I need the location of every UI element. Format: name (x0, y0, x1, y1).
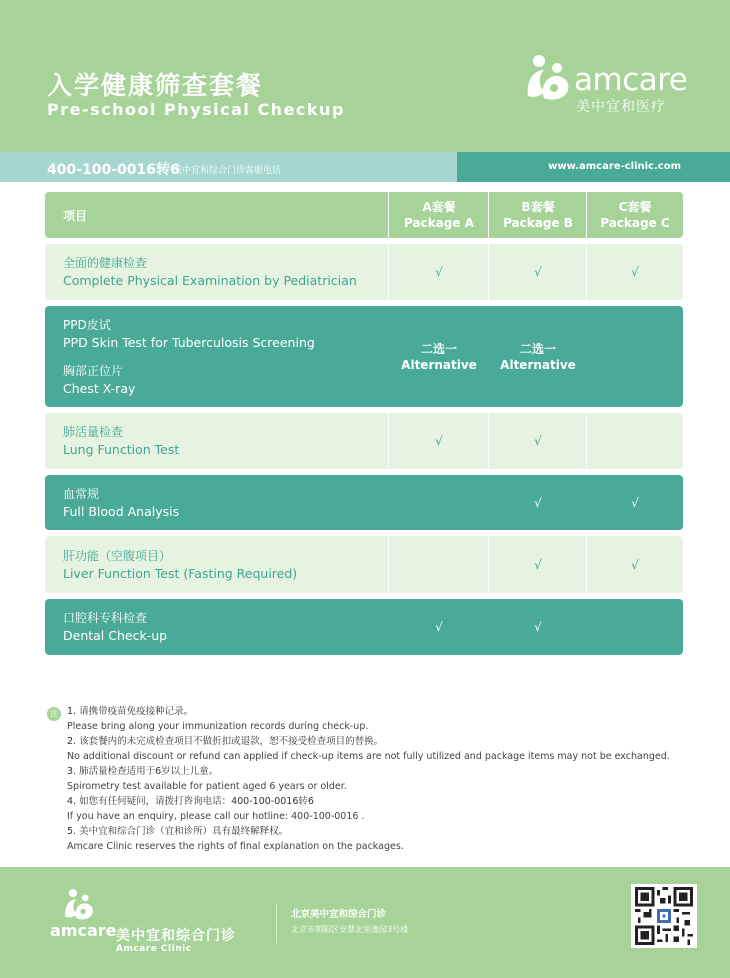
page-title-cn: 入学健康筛查套餐 (47, 71, 264, 100)
item-en: Liver Function Test (Fasting Required) (63, 565, 298, 581)
check-mark-c: √ (631, 495, 639, 510)
item-en: PPD Skin Test for Tuberculosis Screening (63, 334, 315, 350)
note-cn: 5. 美中宜和综合门诊（宜和诊所）具有最终解释权。 (67, 826, 289, 837)
page-title-en: Pre-school Physical Checkup (47, 100, 345, 119)
item-en: Dental Check-up (63, 628, 168, 643)
package-a-en: Package A (404, 216, 474, 230)
check-mark-a: √ (435, 434, 443, 448)
header-item-cell (45, 192, 389, 238)
note-cn: 3. 肺活量检查适用于6岁以上儿童。 (67, 766, 219, 777)
check-mark-b: √ (534, 495, 542, 510)
alternative-cn: 二选一 (519, 341, 556, 356)
note-en: Amcare Clinic reserves the rights of final explanation on the packages. (67, 841, 404, 852)
header-package-b (489, 192, 587, 238)
note-en: If you have an enquiry, please call our hotline: 400-100-0016 . (67, 811, 365, 822)
address-title: 北京美中宜和综合门诊 (291, 909, 387, 920)
package-c-cn: C套餐 (618, 200, 652, 214)
package-a-cn: A套餐 (422, 200, 456, 214)
website-bar (457, 152, 730, 182)
alternative-en: Alternative (401, 357, 477, 372)
footer-clinic-en: Amcare Clinic (116, 944, 192, 954)
hotline-bar (0, 152, 457, 182)
item-cell (45, 413, 389, 469)
qr-code[interactable] (631, 884, 697, 948)
address-text: 北京市朝阳区安慧北里逸园3号楼 (291, 925, 409, 934)
table-header-row (45, 192, 683, 238)
note-badge-icon: 注 (47, 707, 61, 721)
item-cell (45, 599, 389, 655)
check-mark-b: √ (534, 620, 542, 634)
table-row (45, 306, 683, 407)
logo-wordmark: amcare (574, 62, 688, 98)
family-icon (62, 887, 96, 921)
table-row (45, 536, 683, 593)
alternative-en: Alternative (500, 357, 576, 372)
footer-divider (276, 903, 277, 943)
hotline-note: 美中宜和综合门诊客服电话 (173, 166, 282, 176)
alternative-b (489, 306, 587, 407)
check-mark-c: √ (631, 265, 639, 279)
table-row (45, 599, 683, 655)
item-en: Complete Physical Examination by Pediatrician (63, 273, 357, 288)
item-cell (45, 244, 389, 300)
footer (0, 867, 730, 978)
item-cn: 口腔科专科检查 (63, 611, 148, 625)
item-en: Chest X-ray (63, 380, 136, 396)
note-en: Please bring along your immunization records during check-up. (67, 721, 369, 732)
item-cn: 血常规 (63, 486, 100, 501)
item-cell (45, 536, 389, 593)
alternative-cn: 二选一 (420, 341, 457, 356)
note-cn: 1. 请携带疫苗免疫接种记录。 (67, 706, 194, 717)
notes-list (67, 704, 687, 854)
header-item-label: 项目 (63, 208, 88, 223)
item-cn: PPD皮试 (63, 317, 111, 332)
header-banner (0, 0, 730, 152)
item-en: Lung Function Test (63, 442, 180, 457)
item-cn: 全面的健康检查 (63, 256, 148, 270)
logo-cn-text: 美中宜和医疗 (576, 99, 666, 115)
item-cn: 肝功能（空腹项目） (63, 548, 172, 563)
package-c-en: Package C (600, 216, 670, 230)
note-en: Spirometry test available for patient aged 6 years or older. (67, 781, 347, 792)
item-en: Full Blood Analysis (63, 503, 180, 519)
family-icon (524, 52, 572, 102)
check-mark-b: √ (534, 265, 542, 279)
header-package-a (389, 192, 489, 238)
table-row (45, 244, 683, 300)
check-mark-c: √ (631, 557, 639, 572)
note-en: No additional discount or refund can applied if check-up items are not fully utilized and package items may not be exchanged. (67, 751, 670, 762)
footer-clinic-cn: 美中宜和综合门诊 (116, 928, 236, 944)
header-package-c (587, 192, 683, 238)
item-cn: 肺活量检查 (63, 425, 124, 439)
item-cn: 胸部正位片 (63, 363, 124, 378)
package-b-cn: B套餐 (521, 200, 555, 214)
check-mark-a: √ (435, 620, 443, 634)
check-mark-b: √ (534, 434, 542, 448)
website-url: www.amcare-clinic.com (548, 161, 681, 172)
table-row (45, 413, 683, 469)
note-cn: 2. 该套餐内的未完成检查项目不做折扣或退款，恕不接受检查项目的替换。 (67, 736, 384, 747)
item-cell (45, 475, 389, 530)
hotline-number: 400-100-0016转6 (47, 162, 180, 178)
table-row (45, 475, 683, 530)
item-cell (45, 306, 389, 407)
amcare-logo (524, 52, 689, 116)
footer-wordmark: amcare (50, 921, 117, 940)
package-b-en: Package B (503, 216, 573, 230)
footer-logo (50, 887, 280, 962)
alternative-a (389, 306, 489, 407)
check-mark-a: √ (435, 265, 443, 279)
check-mark-b: √ (534, 557, 542, 572)
qr-code-icon (634, 887, 694, 945)
note-cn: 4. 如您有任何疑问，请拨打咨询电话：400-100-0016转6 (67, 796, 314, 807)
